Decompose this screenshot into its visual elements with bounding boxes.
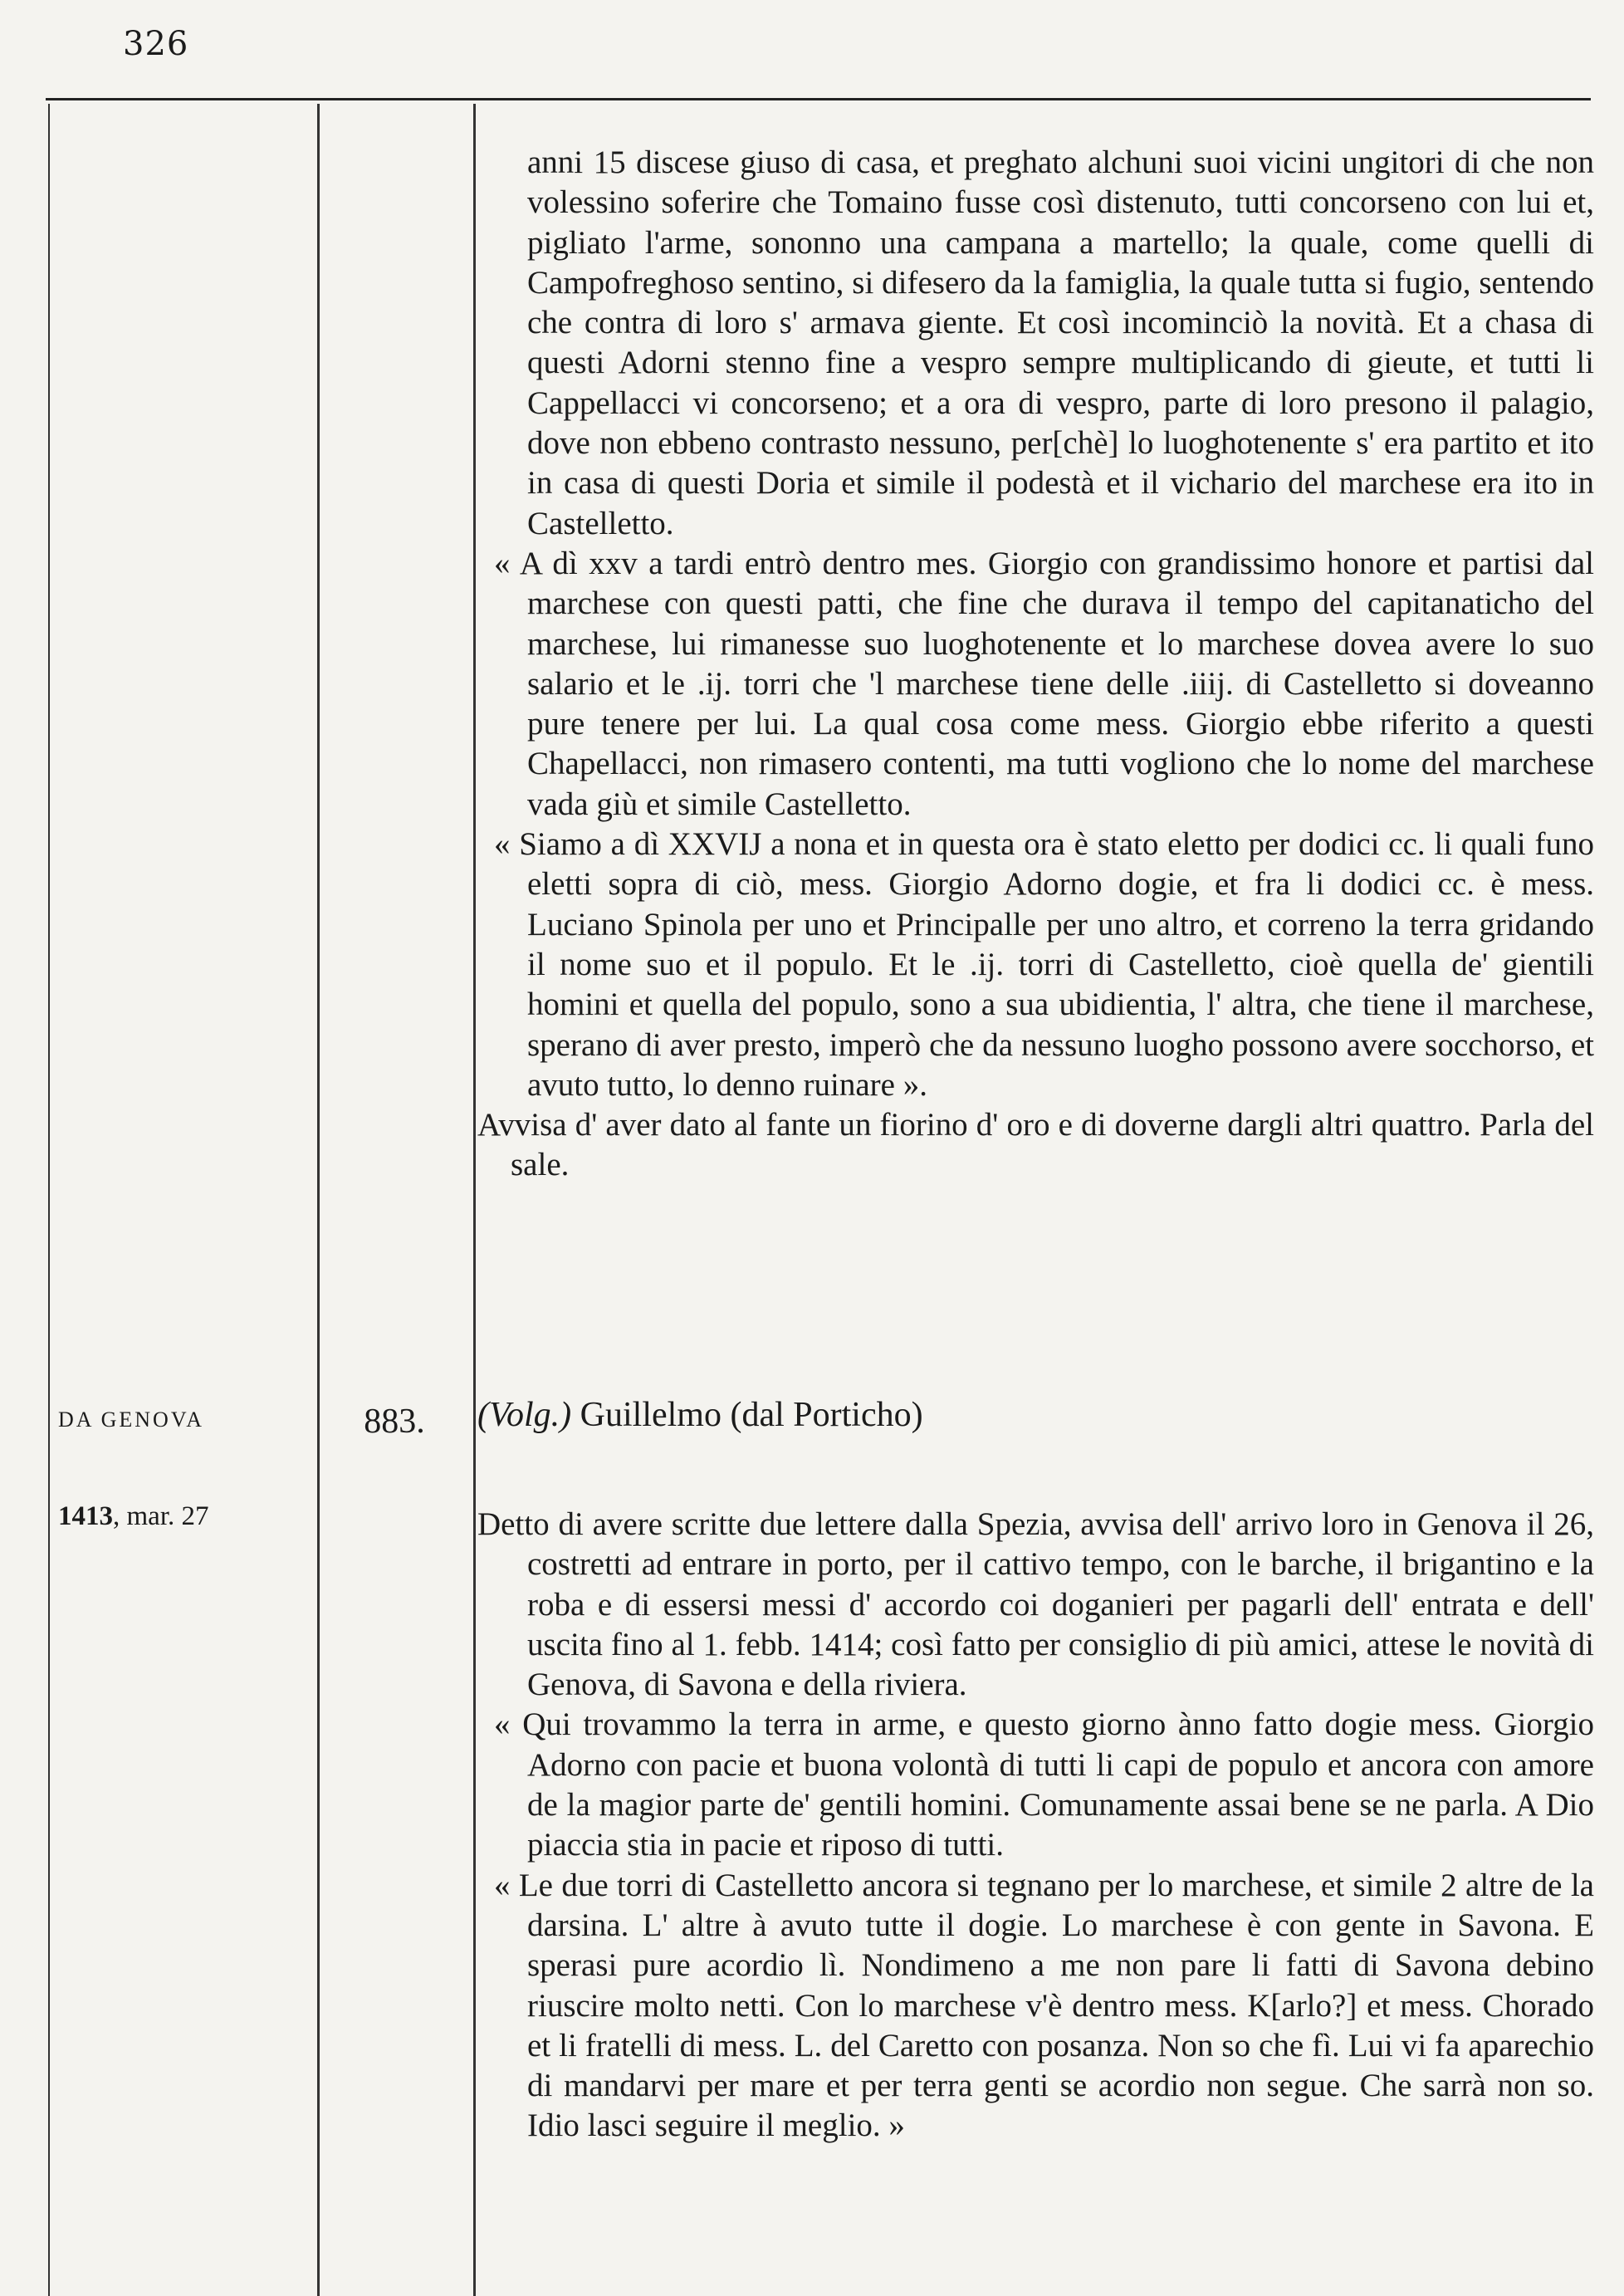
date-day: , mar. 27 [113, 1501, 209, 1531]
quoted-passage: « Le due torri di Castelletto ancora si tegnano per lo marchese, et simile 2 altre de la darsina. L' altre à avuto tutte il dogie. Lo marchese è con gente in Savona. E sperasi pure acordio lì. Nondimeno a me non pare li fatti di Savona debino riuscire molto netti. Con lo marchese v'è dentro mess. K[arlo?] et mess. Chorado et li fratelli di mess. L. del Caretto con posanza. Non so che fì. Lui vi fa aparechio di mandarvi per mare et per terra genti se acordio non segue. Che sarrà non so. Idio lasci seguire il meglio. » [494, 1867, 1594, 2144]
letter-date [58, 1501, 307, 1532]
margin-line-right [473, 104, 476, 2296]
date-year: 1413 [58, 1501, 113, 1531]
header-rule [46, 98, 1591, 100]
quoted-passage: « Qui trovammo la terra in arme, e questo giorno ànno fatto dogie mess. Giorgio Adorno con pacie et buona volontà di tutti li capi de populo et ancora con amore de la magior parte de' gentili homini. Comunamente assai bene se ne parla. A Dio piaccia stia in pacie et riposo di tutti. [494, 1706, 1594, 1863]
closing-note: Avvisa d' aver dato al fante un fiorino d' oro e di doverne dargli altri quattro. Parla del sale. [477, 1107, 1594, 1183]
margin-line-middle [317, 104, 320, 2296]
letter-body [477, 1505, 1594, 2147]
letter-number: 883. [364, 1403, 425, 1441]
heading-name: Guillelmo (dal Porticho) [580, 1396, 923, 1434]
page-number: 326 [123, 25, 189, 63]
letter-continuation [477, 143, 1594, 1186]
quoted-passage: « Siamo a dì XXVIJ a nona et in questa ora è stato eletto per dodici cc. li quali funo eletti sopra di ciò, mess. Giorgio Adorno dogie, et fra li dodici cc. è mess. Luciano Spinola per uno et Principalle per uno altro, et correno la terra gridando il nome suo et il populo. Et le .ij. torri di Castelletto, cioè quella de' gientili homini et quella del populo, sono a sua ubidientia, l' altra, che tiene il marchese, sperano di aver presto, imperò che da nessuno luogho possono avere socchorso, et avuto tutto, lo denno ruinare ». [494, 826, 1594, 1103]
margin-line-left [48, 104, 50, 2296]
quoted-passage: « A dì xxv a tardi entrò dentro mes. Giorgio con grandissimo honore et partisi dal marchese con questi patti, che fine che durava il tempo del capitanaticho del marchese, lui rimanesse suo luoghotenente et lo marchese dovea avere lo suo salario et le .ij. torri che 'l marchese tiene delle .iiij. di Castelletto si doveanno pure tenere per lui. La qual cosa come mess. Giorgio ebbe riferito a questi Chapellacci, non rimasero contenti, ma tutti vogliono che lo nome del marchese vada giù et simile Castelletto. [494, 545, 1594, 822]
heading-prefix: (Volg.) [477, 1396, 572, 1434]
summary-paragraph: Detto di avere scritte due lettere dalla Spezia, avvisa dell' arrivo loro in Genova il 26, costretti ad entrare in porto, per il cattivo tempo, con le barche, il brigantino e la roba e di essersi messi d' accordo coi doganieri per pagarli dell' entrata e dell' uscita fino al 1. febb. 1414; così fatto per consiglio di più amici, attese le novità di Genova, di Savona e della riviera. [477, 1506, 1594, 1703]
narrative-paragraph: anni 15 discese giuso di casa, et preghato alchuni suoi vicini ungitori di che non volessino soferire che Tomaino fusse così distenuto, tutti concorseno con lui et, pigliato l'arme, sononno una campana a martello; la quale, come quelli di Campofreghoso sentino, si difesero da la famiglia, la quale tutta si fugio, sentendo che contra di loro s' armava giente. Et così incominciò la novità. Et a chasa di questi Adorni stenno fine a vespro sempre multiplicando di gieute, et tutti li Cappellacci vi concorseno; et a ora di vespro, parte di loro presono il palagio, dove non ebbeno contrasto nessuno, per[chè] lo luoghotenente s' era partito et ito in casa di questi Doria et simile il podestà et il vichario del marchese era ito in Castelletto. [527, 144, 1594, 541]
letter-heading [477, 1395, 1594, 1436]
sender-label: DA GENOVA [58, 1407, 205, 1432]
